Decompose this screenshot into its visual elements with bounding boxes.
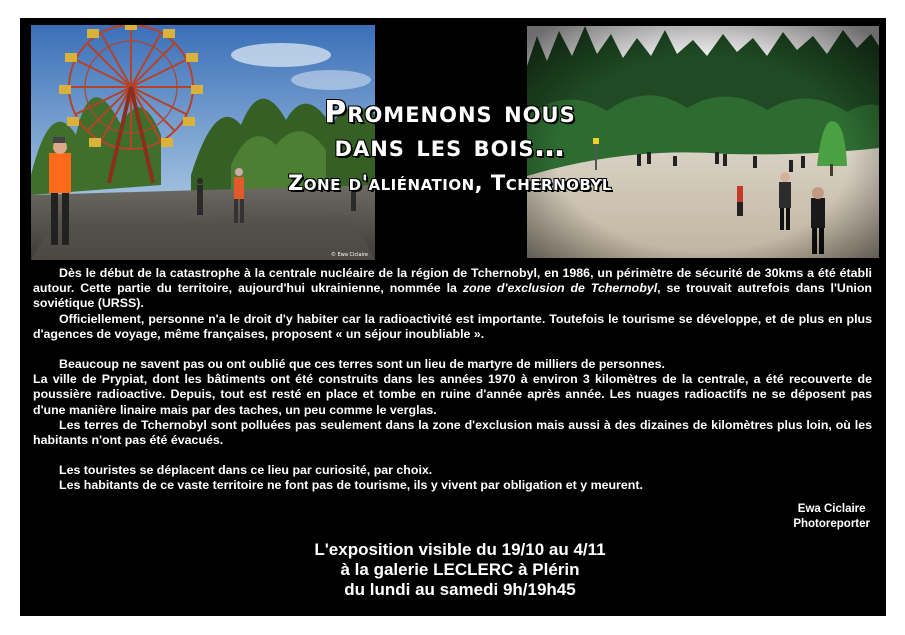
signature-name: Ewa Ciclaire bbox=[797, 503, 866, 515]
paragraph-3: Beaucoup ne savent pas ou ont oublié que ces terres sont un lieu de martyre de milliers de personnes. bbox=[59, 357, 665, 372]
poster bbox=[20, 18, 886, 616]
paragraph-2: Officiellement, personne n'a le droit d'y habiter car la radioactivité est importante. Toutefois le tourisme se développe, et de plus en plus d'agences de voyage, même françaises, proposent « un séjour inoubliable ». bbox=[33, 311, 872, 341]
exhibition-venue: à la galerie LECLERC à Plérin bbox=[340, 560, 580, 579]
paragraph-5: Les terres de Tchernobyl sont polluées pas seulement dans la zone d'exclusion mais aussi à des dizaines de kilomètres plus loin, où les habitants n'ont pas été évacués. bbox=[33, 417, 872, 448]
paragraph-1-end: , se trouvait autrefois dans l'Union soviétique (URSS). bbox=[33, 281, 872, 311]
exhibition-info bbox=[250, 540, 670, 600]
title-line-2: dans les bois… bbox=[334, 129, 566, 164]
paragraph-6: Les touristes se déplacent dans ce lieu par curiosité, par choix. bbox=[59, 463, 433, 478]
title-line-1: Promenons nous bbox=[324, 95, 576, 130]
exhibition-dates: L'exposition visible du 19/10 au 4/11 bbox=[314, 540, 606, 559]
spacer bbox=[33, 342, 872, 357]
poster-title bbox=[260, 96, 640, 198]
paragraph-1-start: Dès le début de la catastrophe à la centrale nucléaire de la région de Tchernobyl, en 1986, un périmètre de sécurité de 30kms a été établi autour. Cette partie du territoire, aujourd'hui ukrainienne, nommée la bbox=[33, 266, 872, 296]
subtitle: Zone d'aliénation, Tchernobyl bbox=[288, 171, 612, 195]
paragraph-1 bbox=[33, 266, 872, 312]
signature bbox=[793, 502, 870, 532]
signature-role: Photoreporter bbox=[793, 518, 870, 530]
spacer bbox=[33, 448, 872, 463]
body-text bbox=[33, 266, 872, 494]
photo-credit: © Ewa Ciclaire bbox=[331, 252, 368, 258]
exhibition-hours: du lundi au samedi 9h/19h45 bbox=[344, 580, 576, 599]
paragraph-4: La ville de Prypiat, dont les bâtiments ont été construits dans les années 1970 à environ 3 kilomètres de la centrale, a été recouverte de poussière radioactive. Depuis, tout est resté en place et tombe en ruine d'année après année. Les nuages radioactifs ne se déposent pas d'une manière linaire mais par des taches, un peu comme le verglas. bbox=[33, 372, 872, 417]
paragraph-7: Les habitants de ce vaste territoire ne font pas de tourisme, ils y vivent par obligation et y meurent. bbox=[59, 478, 643, 493]
paragraph-1-emphasis: zone d'exclusion de Tchernobyl bbox=[462, 281, 658, 296]
